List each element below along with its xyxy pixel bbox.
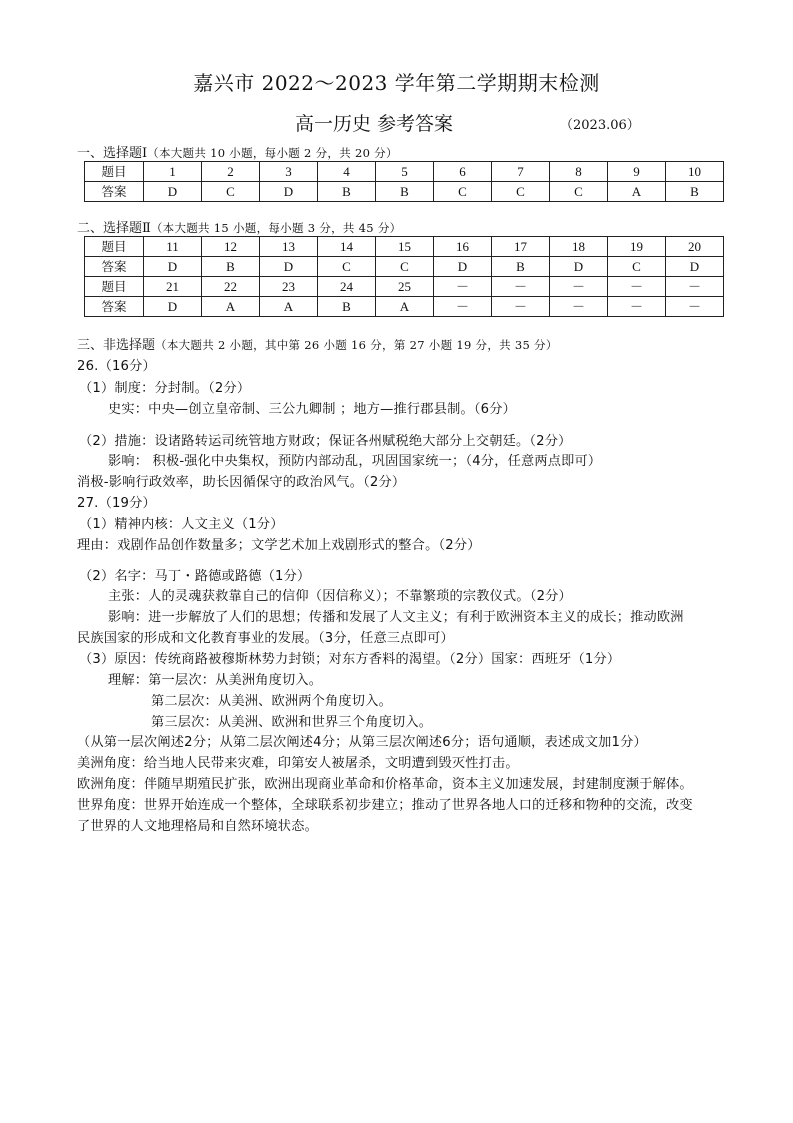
table-cell: B — [202, 257, 260, 277]
section1-title: 一、选择题Ⅰ — [77, 146, 148, 161]
table-cell: A — [376, 297, 434, 317]
table-cell: － — [550, 297, 608, 317]
table-cell: C — [318, 257, 376, 277]
question-26-heading: 26.（16分） — [77, 359, 156, 374]
page-subtitle: 高一历史 参考答案 — [295, 113, 454, 135]
table-cell: － — [666, 297, 724, 317]
table-cell: － — [550, 277, 608, 297]
exam-date: （2023.06） — [560, 118, 640, 133]
row-label: 答案 — [85, 297, 144, 317]
answer-line: 消极-影响行政效率，助长因循保守的政治风气。（2分） — [77, 475, 406, 490]
answer-line: （1）精神内核：人文主义（1分） — [79, 517, 284, 532]
answer-line: 理由：戏剧作品创作数量多；文学艺术加上戏剧形式的整合。（2分） — [77, 538, 481, 553]
table-cell: 16 — [434, 237, 492, 257]
table-cell: D — [260, 257, 318, 277]
table-cell: 18 — [550, 237, 608, 257]
table-cell: D — [666, 257, 724, 277]
answer-line: （2）措施：设诸路转运司统管地方财政；保证各州赋税绝大部分上交朝廷。（2分） — [79, 434, 572, 449]
table-cell: C — [608, 257, 666, 277]
table-cell: D — [260, 182, 318, 202]
table-cell: C — [202, 182, 260, 202]
table-cell: A — [260, 297, 318, 317]
answer-line: （2）名字：马丁・路德或路德（1分） — [79, 569, 311, 584]
table-cell: D — [550, 257, 608, 277]
table-row — [85, 162, 724, 182]
table-cell: － — [492, 297, 550, 317]
table-cell: 1 — [144, 162, 202, 182]
table-cell: 5 — [376, 162, 434, 182]
table-cell: 9 — [608, 162, 666, 182]
question-27-heading: 27.（19分） — [77, 496, 156, 511]
table-cell: C — [376, 257, 434, 277]
table-cell: － — [608, 277, 666, 297]
row-label: 答案 — [85, 257, 144, 277]
section2-title: 二、选择题Ⅱ — [77, 221, 151, 236]
answer-line: （3）原因：传统商路被穆斯林势力封锁；对东方香料的渴望。（2分）国家：西班牙（1分） — [79, 652, 621, 667]
table-cell: 14 — [318, 237, 376, 257]
table-row — [85, 297, 724, 317]
table-cell: C — [492, 182, 550, 202]
answer-table-2 — [84, 236, 724, 317]
answer-line: 世界角度：世界开始连成一个整体，全球联系初步建立；推动了世界各地人口的迁移和物种的交流，改变 — [77, 798, 693, 813]
table-cell: 3 — [260, 162, 318, 182]
table-cell: D — [144, 182, 202, 202]
table-cell: － — [492, 277, 550, 297]
table-cell: 17 — [492, 237, 550, 257]
table-cell: － — [434, 297, 492, 317]
table-cell: B — [318, 297, 376, 317]
table-cell: B — [318, 182, 376, 202]
table-cell: 13 — [260, 237, 318, 257]
table-cell: 11 — [144, 237, 202, 257]
row-label: 答案 — [85, 182, 144, 202]
answer-line: （从第一层次阐述2分；从第二层次阐述4分；从第三层次阐述6分；语句通顺，表述成文加1分） — [77, 735, 647, 750]
row-label: 题目 — [85, 277, 144, 297]
table-cell: D — [434, 257, 492, 277]
row-label: 题目 — [85, 237, 144, 257]
section3-note: （本大题共 2 小题，其中第 26 小题 16 分，第 27 小题 19 分，共 35 分） — [155, 338, 558, 352]
table-cell: 7 — [492, 162, 550, 182]
table-row — [85, 182, 724, 202]
table-cell: 22 — [202, 277, 260, 297]
answer-table-1 — [84, 161, 724, 202]
table-cell: 19 — [608, 237, 666, 257]
answer-line: 欧洲角度：伴随早期殖民扩张，欧洲出现商业革命和价格革命，资本主义加速发展，封建制度濒于解体。 — [77, 777, 693, 792]
table-cell: 8 — [550, 162, 608, 182]
section2-note: （本大题共 15 小题，每小题 3 分，共 45 分） — [150, 221, 402, 235]
answer-line: 了世界的人文地理格局和自然环境状态。 — [77, 819, 318, 834]
table-cell: B — [492, 257, 550, 277]
answer-line: 第二层次：从美洲、欧洲两个角度切入。 — [151, 694, 392, 709]
table-cell: － — [666, 277, 724, 297]
table-cell: － — [434, 277, 492, 297]
row-label: 题目 — [85, 162, 144, 182]
section3-heading — [77, 334, 558, 353]
table-row — [85, 277, 724, 297]
section2-heading — [77, 217, 401, 236]
table-cell: B — [376, 182, 434, 202]
table-cell: C — [550, 182, 608, 202]
answer-line: 民族国家的形成和文化教育事业的发展。（3分，任意三点即可） — [77, 631, 454, 646]
table-cell: 15 — [376, 237, 434, 257]
table-cell: 10 — [666, 162, 724, 182]
table-row — [85, 237, 724, 257]
table-cell: A — [202, 297, 260, 317]
answer-line: 理解：第一层次：从美洲角度切入。 — [108, 673, 323, 688]
section1-note: （本大题共 10 小题，每小题 2 分，共 20 分） — [147, 146, 398, 160]
table-cell: 6 — [434, 162, 492, 182]
table-cell: C — [434, 182, 492, 202]
table-cell: D — [144, 297, 202, 317]
answer-line: 影响： 积极-强化中央集权，预防内部动乱，巩固国家统一；（4分，任意两点即可） — [108, 454, 602, 469]
page-title: 嘉兴市 2022～2023 学年第二学期期末检测 — [193, 71, 600, 95]
answer-line: 影响：进一步解放了人们的思想；传播和发展了人文主义；有利于欧洲资本主义的成长；推动欧洲 — [108, 610, 684, 625]
answer-line: 美洲角度：给当地人民带来灾难，印第安人被屠杀，文明遭到毁灭性打击。 — [77, 756, 519, 771]
answer-line: （1）制度：分封制。（2分） — [79, 381, 251, 396]
answer-line: 第三层次：从美洲、欧洲和世界三个角度切入。 — [151, 715, 433, 730]
table-cell: 21 — [144, 277, 202, 297]
table-cell: D — [144, 257, 202, 277]
section3-title: 三、非选择题 — [77, 338, 156, 353]
answer-line: 史实：中央—创立皇帝制、三公九卿制 ；地方—推行郡县制。（6分） — [108, 402, 517, 417]
table-cell: 20 — [666, 237, 724, 257]
table-cell: 23 — [260, 277, 318, 297]
table-cell: B — [666, 182, 724, 202]
table-row — [85, 257, 724, 277]
table-cell: 12 — [202, 237, 260, 257]
table-cell: 25 — [376, 277, 434, 297]
table-cell: A — [608, 182, 666, 202]
section1-heading — [77, 142, 398, 161]
answer-line: 主张：人的灵魂获救靠自己的信仰（因信称义）；不靠繁琐的宗教仪式。（2分） — [108, 589, 572, 604]
table-cell: 24 — [318, 277, 376, 297]
table-cell: － — [608, 297, 666, 317]
table-cell: 2 — [202, 162, 260, 182]
table-cell: 4 — [318, 162, 376, 182]
